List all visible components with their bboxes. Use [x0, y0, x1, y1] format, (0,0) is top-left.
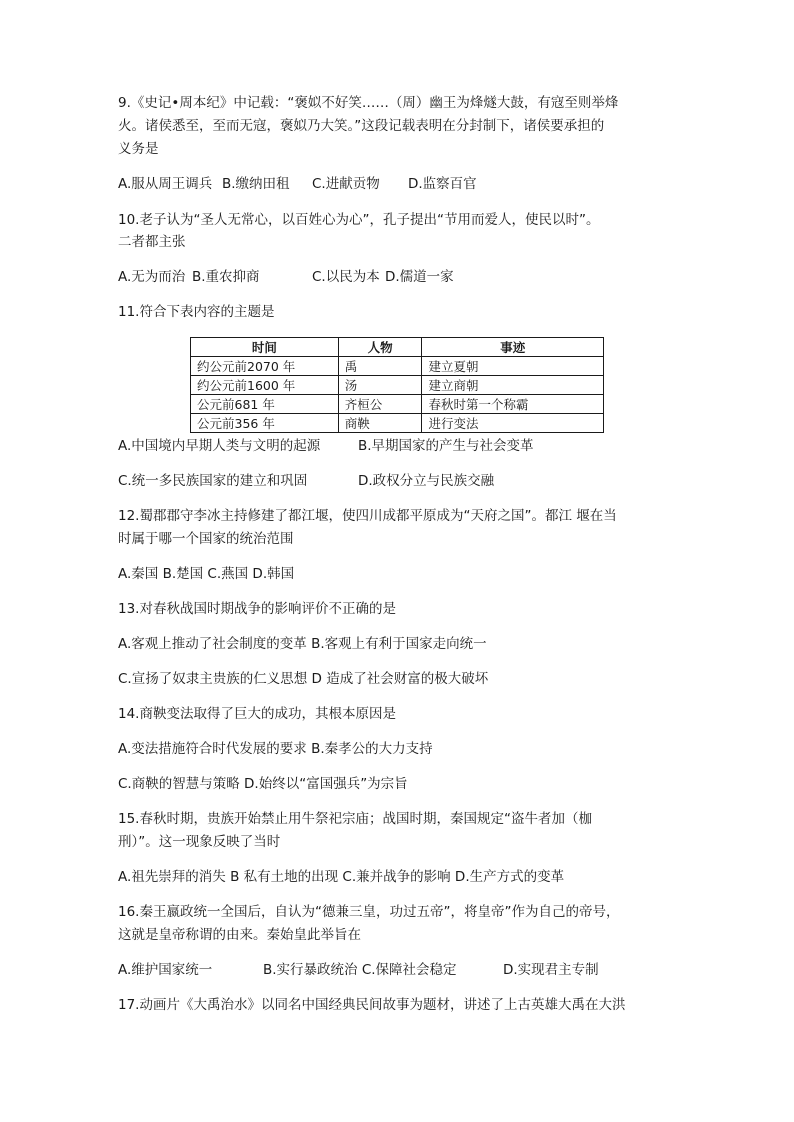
table-cell-time: 约公元前1600 年	[191, 376, 339, 395]
q11-option-a: A.中国境内早期人类与文明的起源	[118, 438, 321, 454]
table-cell-deed: 建立夏朝	[422, 357, 604, 376]
q16-option-a: A.维护国家统一	[118, 962, 213, 978]
q10-option-a: A.无为而治	[118, 269, 186, 285]
table-row	[191, 376, 604, 395]
q15-stem-line-2: 刑）”。这一现象反映了当时	[118, 834, 281, 850]
q9-option-c: C.进献贡物	[312, 176, 380, 192]
q9-option-d: D.监察百官	[408, 176, 477, 192]
q9-option-a: A.服从周王调兵	[118, 176, 213, 192]
q9-stem-line-3: 义务是	[118, 141, 159, 157]
q17-stem-line-1: 17.动画片《大禹治水》以同名中国经典民间故事为题材，讲述了上古英雄大禹在大洪	[118, 997, 626, 1013]
table-cell-time: 公元前681 年	[191, 395, 339, 414]
q10-option-d: D.儒道一家	[385, 269, 454, 285]
q15-options: A.祖先崇拜的消失 B 私有土地的出现 C.兼并战争的影响 D.生产方式的变革	[118, 869, 565, 885]
q10-option-b: B.重农抑商	[192, 269, 260, 285]
q12-stem-line-1: 12.蜀郡郡守李冰主持修建了都江堰，使四川成都平原成为“天府之国”。都江 堰在当	[118, 508, 617, 524]
q16-option-d: D.实现君主专制	[503, 962, 599, 978]
table-cell-person: 商鞅	[338, 414, 422, 433]
q13-options-cd: C.宣扬了奴隶主贵族的仁义思想 D 造成了社会财富的极大破坏	[118, 671, 489, 687]
q11-option-d: D.政权分立与民族交融	[358, 473, 495, 489]
table-cell-time: 约公元前2070 年	[191, 357, 339, 376]
table-cell-person: 汤	[338, 376, 422, 395]
q14-stem: 14.商鞅变法取得了巨大的成功，其根本原因是	[118, 706, 396, 722]
q13-stem: 13.对春秋战国时期战争的影响评价不正确的是	[118, 601, 396, 617]
table-header-deed: 事迹	[422, 338, 604, 357]
q16-stem-line-1: 16.秦王嬴政统一全国后，自认为“德兼三皇，功过五帝”，将皇帝”作为自己的帝号，	[118, 904, 620, 920]
table-header-person: 人物	[338, 338, 422, 357]
q16-stem-line-2: 这就是皇帝称谓的由来。秦始皇此举旨在	[118, 927, 361, 943]
table-row	[191, 357, 604, 376]
table-header-time: 时间	[191, 338, 339, 357]
table-row	[191, 395, 604, 414]
q11-stem: 11.符合下表内容的主题是	[118, 304, 275, 320]
q15-stem-line-1: 15.春秋时期，贵族开始禁止用牛祭祀宗庙；战国时期，秦国规定“盗牛者加（枷	[118, 811, 592, 827]
q9-option-b: B.缴纳田租	[222, 176, 290, 192]
q14-options-cd: C.商鞅的智慧与策略 D.始终以“富国强兵”为宗旨	[118, 776, 408, 792]
q11-table	[190, 337, 604, 433]
table-row	[191, 414, 604, 433]
q14-options-ab: A.变法措施符合时代发展的要求 B.秦孝公的大力支持	[118, 741, 433, 757]
q9-stem-line-1: 9.《史记•周本纪》中记载：“褒姒不好笑……（周）幽王为烽燧大鼓，有寇至则举烽	[118, 95, 619, 111]
q9-stem-line-2: 火。诸侯悉至，至而无寇，褒姒乃大笑。”这段记载表明在分封制下，诸侯要承担的	[118, 118, 605, 134]
q11-option-b: B.早期国家的产生与社会变革	[358, 438, 534, 454]
q11-option-c: C.统一多民族国家的建立和巩固	[118, 473, 308, 489]
table-cell-person: 齐桓公	[338, 395, 422, 414]
table-cell-deed: 建立商朝	[422, 376, 604, 395]
q10-stem-line-2: 二者都主张	[118, 234, 186, 250]
table-cell-person: 禹	[338, 357, 422, 376]
table-cell-deed: 进行变法	[422, 414, 604, 433]
q16-options-bc: B.实行暴政统治 C.保障社会稳定	[263, 962, 457, 978]
q10-stem-line-1: 10.老子认为“圣人无常心，以百姓心为心”，孔子提出“节用而爱人，使民以时”。	[118, 212, 600, 228]
q12-options: A.秦国 B.楚国 C.燕国 D.韩国	[118, 566, 295, 582]
q12-stem-line-2: 时属于哪一个国家的统治范围	[118, 531, 294, 547]
table-cell-deed: 春秋时第一个称霸	[422, 395, 604, 414]
q10-option-c: C.以民为本	[312, 269, 380, 285]
table-header-row	[191, 338, 604, 357]
table-cell-time: 公元前356 年	[191, 414, 339, 433]
q13-options-ab: A.客观上推动了社会制度的变革 B.客观上有利于国家走向统一	[118, 636, 487, 652]
